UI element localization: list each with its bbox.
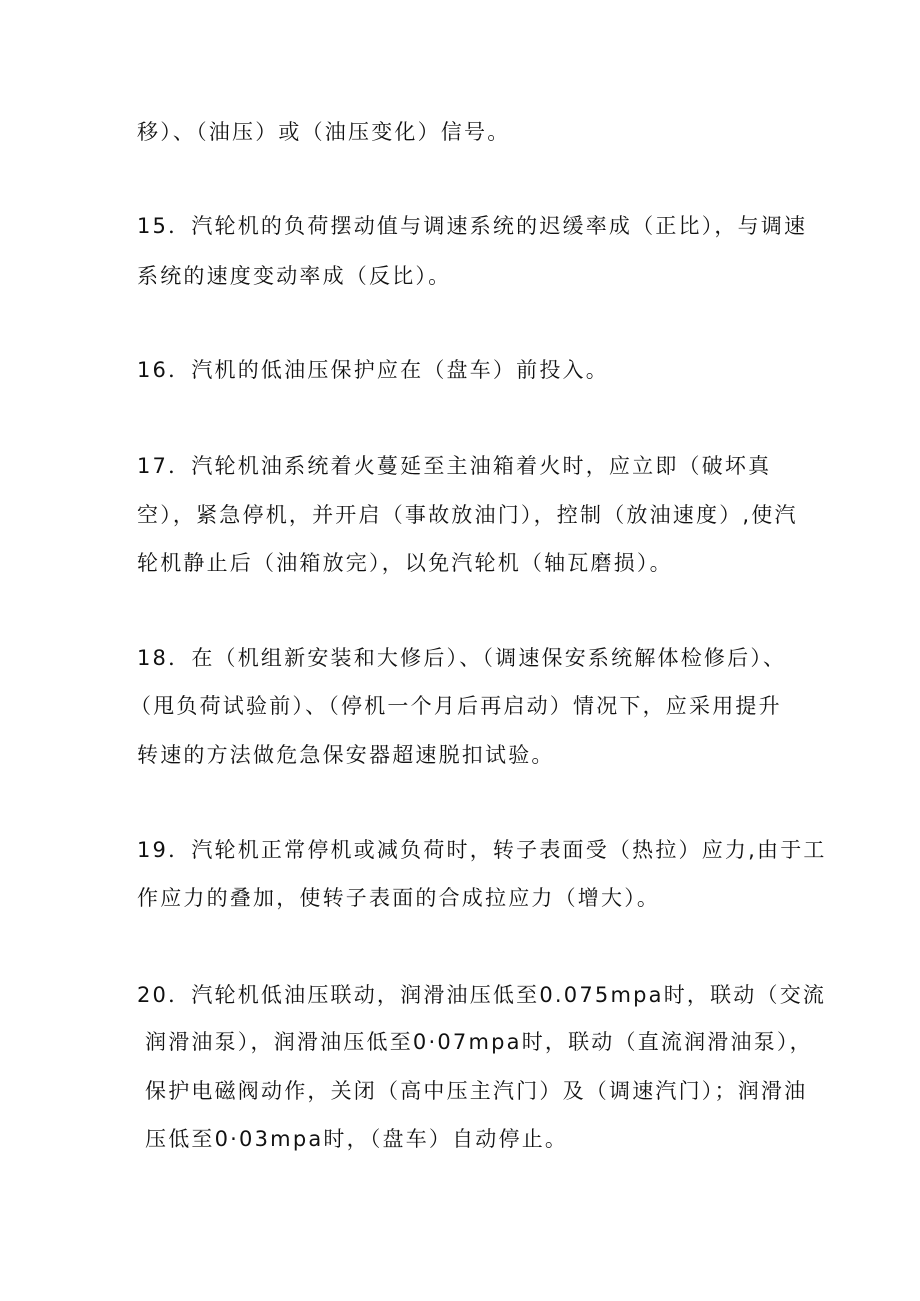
paragraph-20-line-4: 压低至0·03mpa时，（盘车）自动停止。: [145, 1127, 569, 1151]
paragraph-16-line-1: 16．汽机的低油压保护应在（盘车）前投入。: [137, 358, 609, 382]
paragraph-18-line-2: （甩负荷试验前）、（停机一个月后再启动）情况下，应采用提升: [130, 694, 782, 718]
paragraph-15-line-1: 15．汽轮机的负荷摆动值与调速系统的迟缓率成（正比），与调速: [137, 214, 808, 238]
paragraph-20-line-3: 保护电磁阀动作，关闭（高中压主汽门）及（调速汽门）；润滑油: [145, 1079, 808, 1103]
paragraph-20-line-1: 20．汽轮机低油压联动，润滑油压低至0.075mpa时，联动（交流: [137, 983, 827, 1007]
paragraph-17-line-3: 轮机静止后（油箱放完），以免汽轮机（轴瓦磨损）。: [137, 551, 673, 575]
paragraph-17-line-1: 17．汽轮机油系统着火蔓延至主油箱着火时，应立即（破坏真: [137, 454, 772, 478]
paragraph-17-line-2: 空），紧急停机，并开启（事故放油门），控制（放油速度）,使汽: [137, 503, 798, 527]
paragraph-19-line-2: 作应力的叠加，使转子表面的合成拉应力（增大）。: [137, 886, 661, 910]
paragraph-19-line-1: 19．汽轮机正常停机或减负荷时，转子表面受（热拉）应力,由于工: [137, 838, 827, 862]
paragraph-15-line-2: 系统的速度变动率成（反比）。: [137, 264, 452, 288]
paragraph-20-line-2: 润滑油泵），润滑油压低至0·07mpa时，联动（直流润滑油泵），: [145, 1030, 813, 1054]
paragraph-18-line-1: 18．在（机组新安装和大修后）、（调速保安系统解体检修后）、: [137, 646, 787, 670]
paragraph-14-line-1: 移）、（油压）或（油压变化）信号。: [137, 120, 511, 144]
paragraph-18-line-3: 转速的方法做危急保安器超速脱扣试验。: [137, 743, 555, 767]
